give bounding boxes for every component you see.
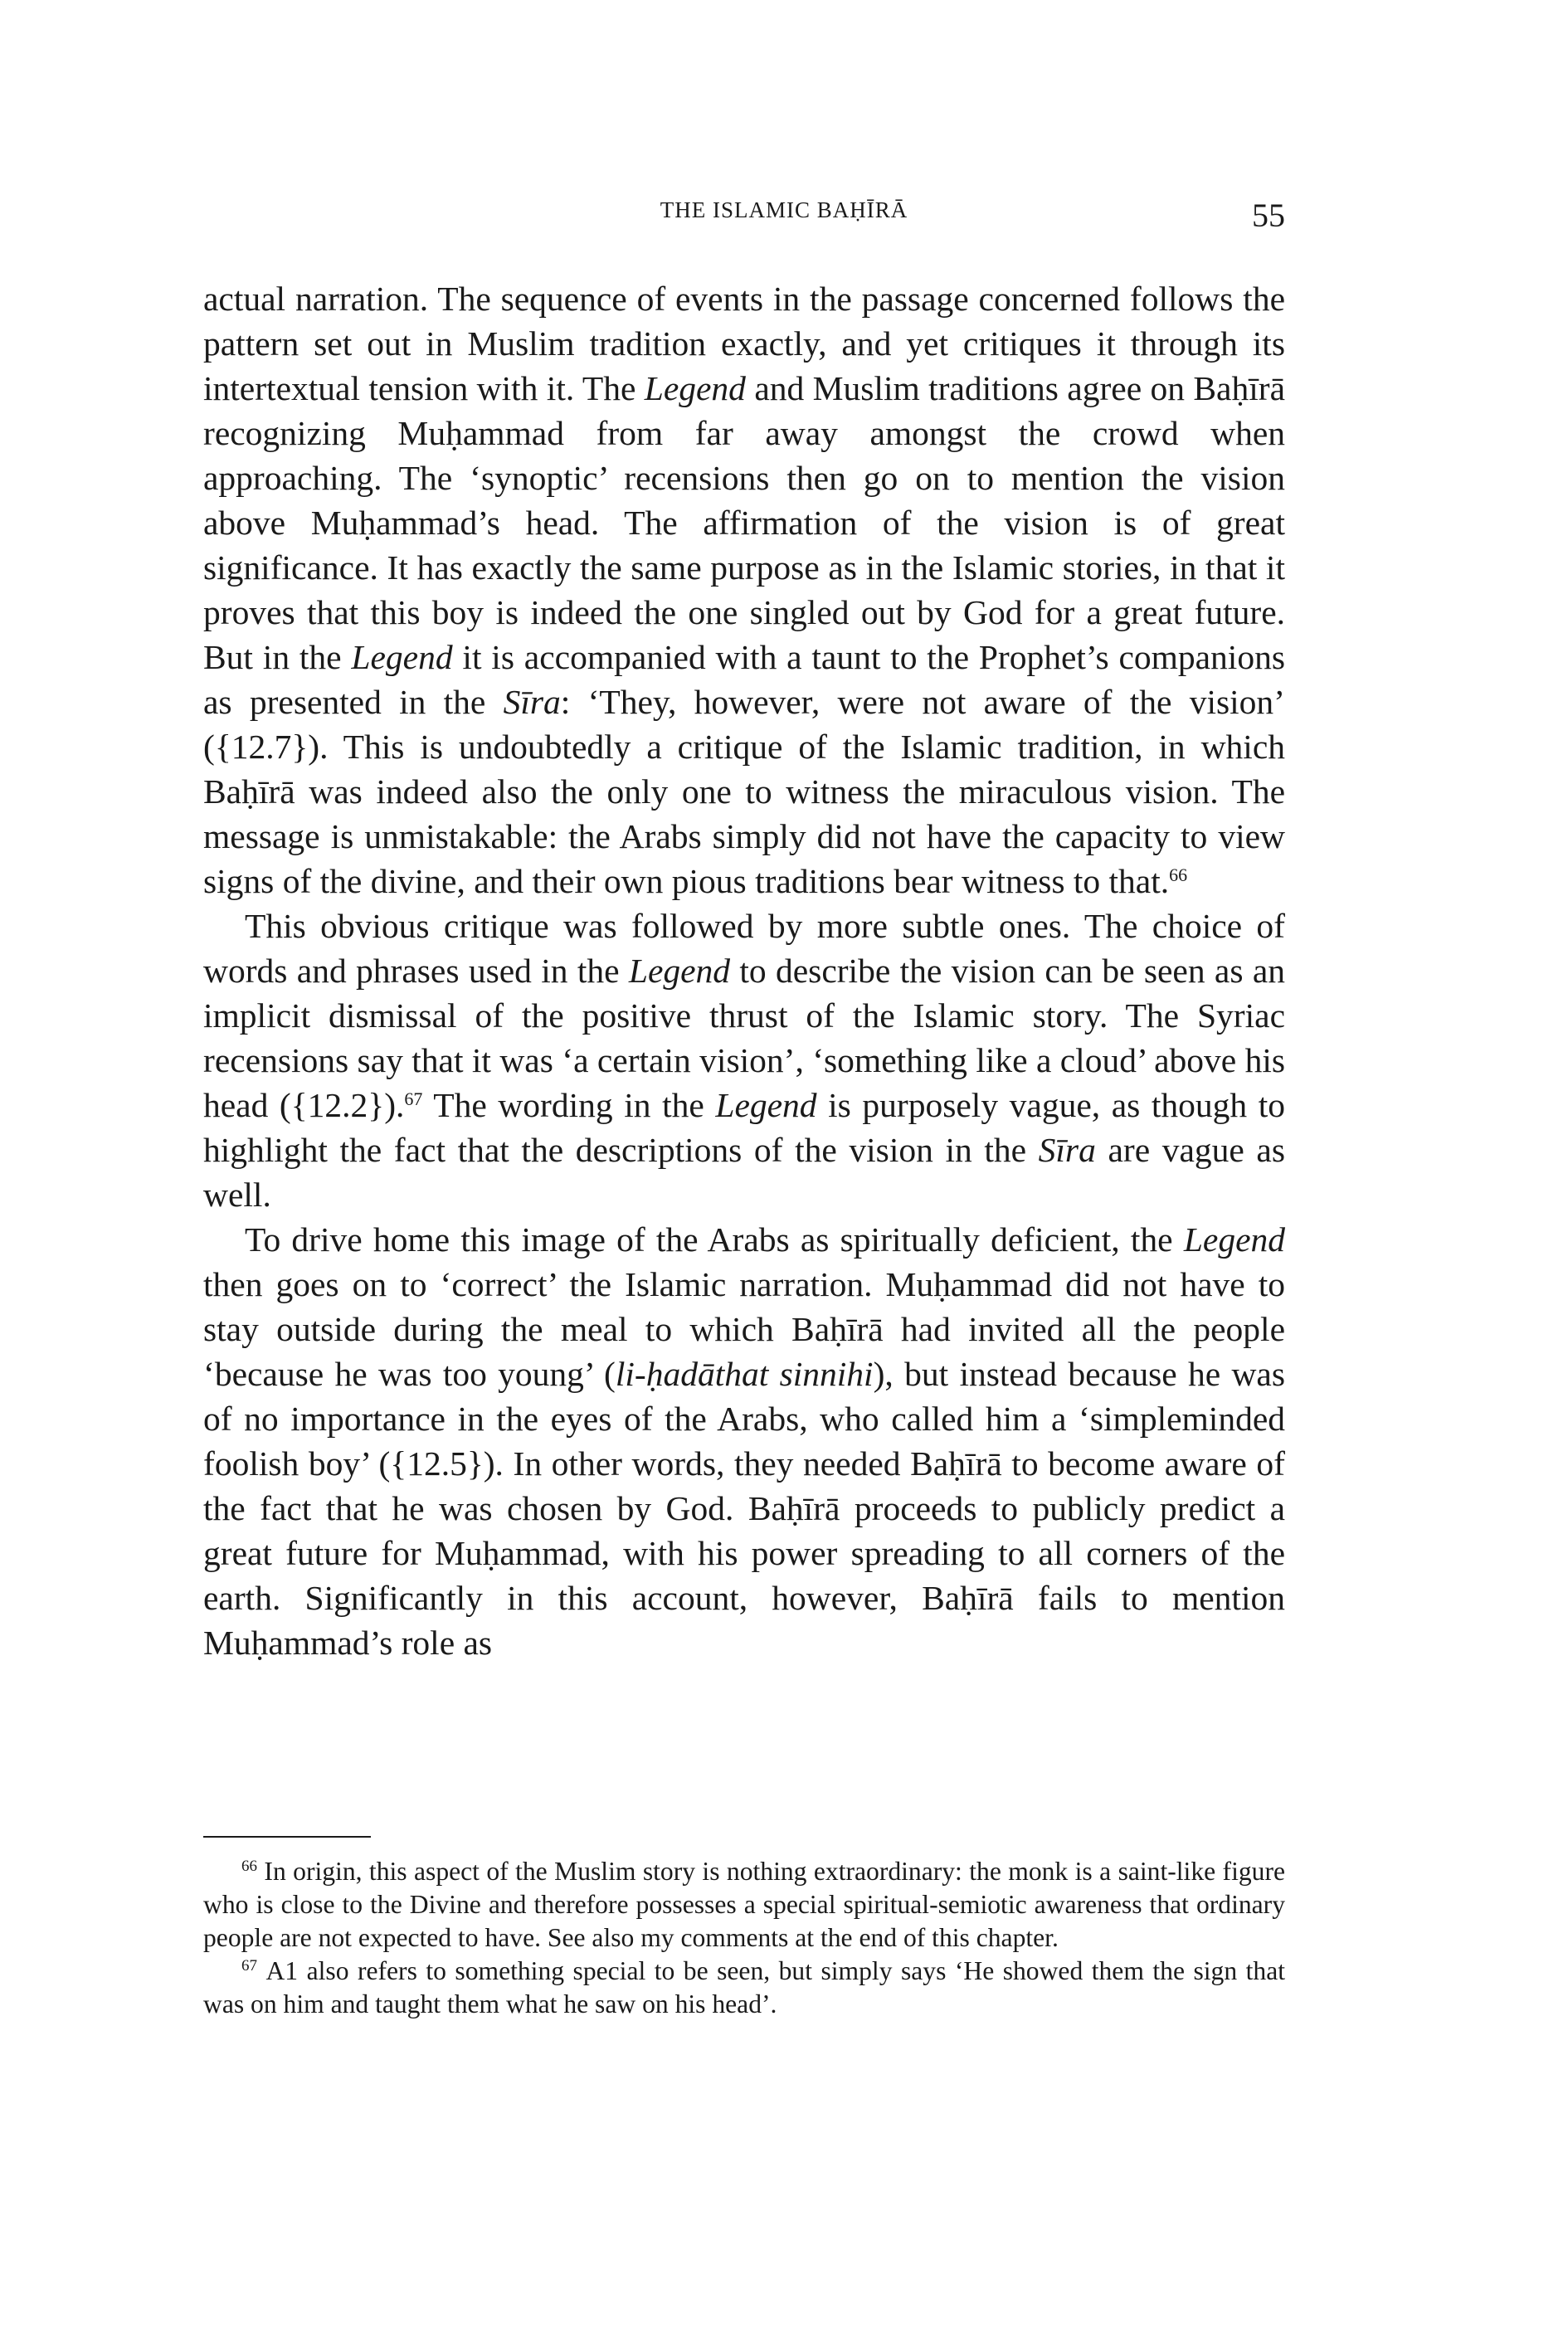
page-number: 55	[1252, 197, 1285, 234]
text-run: to describe the vision can be seen as an implicit dismissal of the positive thrust of the Islamic story. The Syriac recensions say that it was ‘a certain vision’, ‘something like a cloud’ above his head ({12.2}).	[203, 952, 1285, 1124]
text-run: is purposely vague, as though to highlight the fact that the descriptions of the vision in the	[203, 1086, 1285, 1169]
italic-term: li-ḥadāthat sinnihi	[615, 1355, 874, 1393]
italic-title: Legend	[644, 369, 746, 407]
text-run: actual narration. The sequence of events in the passage concerned follows the pattern set out in Muslim tradition exactly, and yet critiques it through its intertextual tension with it. The	[203, 280, 1285, 407]
running-title: THE ISLAMIC BAḤĪRĀ	[660, 197, 908, 222]
italic-title: Legend	[351, 638, 453, 676]
manuscript-siglum: A1	[265, 1956, 299, 1985]
paragraph-2	[203, 903, 1285, 1217]
paragraph-1	[203, 276, 1285, 903]
footnote-number: 67	[241, 1957, 257, 1975]
text-run: then goes on to ‘correct’ the Islamic narration. Muḥammad did not have to stay outside during the meal to which Baḥīrā had invited all the people ‘because he was too young’ (	[203, 1265, 1285, 1393]
footnote-ref-66[interactable]: 66	[1169, 864, 1188, 885]
footnote-66	[203, 1855, 1285, 1955]
text-run: The wording in the	[422, 1086, 716, 1124]
text-run: ), but instead because he was of no importance in the eyes of the Arabs, who called him a ‘simpleminded foolish boy’ ({12.5}). In other words, they needed Baḥīrā to become aware of the fact that he was chosen by God. Baḥīrā proceeds to publicly predict a great future for Muḥammad, with his power spreading to all corners of the earth. Significantly in this account, however, Baḥīrā fails to mention Muḥammad’s role as	[203, 1355, 1285, 1662]
italic-title: Legend	[715, 1086, 817, 1124]
footnotes	[203, 1855, 1285, 2021]
text-run: This obvious critique was followed by more subtle ones. The choice of words and phrases used in the	[203, 907, 1285, 990]
paragraph-3	[203, 1217, 1285, 1665]
footnote-number: 66	[241, 1858, 257, 1875]
text-run: and Muslim traditions agree on Baḥīrā recognizing Muḥammad from far away amongst the crowd when approaching. The ‘synoptic’ recensions then go on to mention the vision above Muḥammad’s head. The affirmation of the vision is of great significance. It has exactly the same purpose as in the Islamic stories, in that it proves that this boy is indeed the one singled out by God for a great future. But in the	[203, 369, 1285, 676]
italic-title: Legend	[628, 952, 731, 990]
italic-title: Sīra	[1038, 1131, 1096, 1169]
text-run: To drive home this image of the Arabs as spiritually deficient, the	[245, 1220, 1184, 1259]
footnote-ref-67[interactable]: 67	[404, 1088, 423, 1109]
italic-title: Legend	[1183, 1220, 1285, 1259]
footnote-text: In origin, this aspect of the Muslim story is nothing extraordinary: the monk is a saint-like figure who is close to the Divine and therefore possesses a special spiritual-semiotic awareness that ordinary people are not expected to have. See also my comments at the end of this chapter.	[203, 1857, 1285, 1952]
text-run: : ‘They, however, were not aware of the vision’ ({12.7}). This is undoubtedly a critique of the Islamic tradition, in which Baḥīrā was indeed also the only one to witness the miraculous vision. The message is unmistakable: the Arabs simply did not have the capacity to view signs of the divine, and their own pious traditions bear witness to that.	[203, 683, 1285, 900]
text-run: are vague as well.	[203, 1131, 1285, 1214]
footnote-text: also refers to something special to be seen, but simply says ‘He showed them the sign that was on him and taught them what he saw on his head’.	[203, 1956, 1285, 2018]
footnote-divider	[203, 1836, 371, 1838]
italic-title: Sīra	[503, 683, 561, 721]
text-run: it is accompanied with a taunt to the Prophet’s companions as presented in the	[203, 638, 1285, 721]
main-text	[203, 276, 1285, 1665]
footnote-67	[203, 1955, 1285, 2021]
